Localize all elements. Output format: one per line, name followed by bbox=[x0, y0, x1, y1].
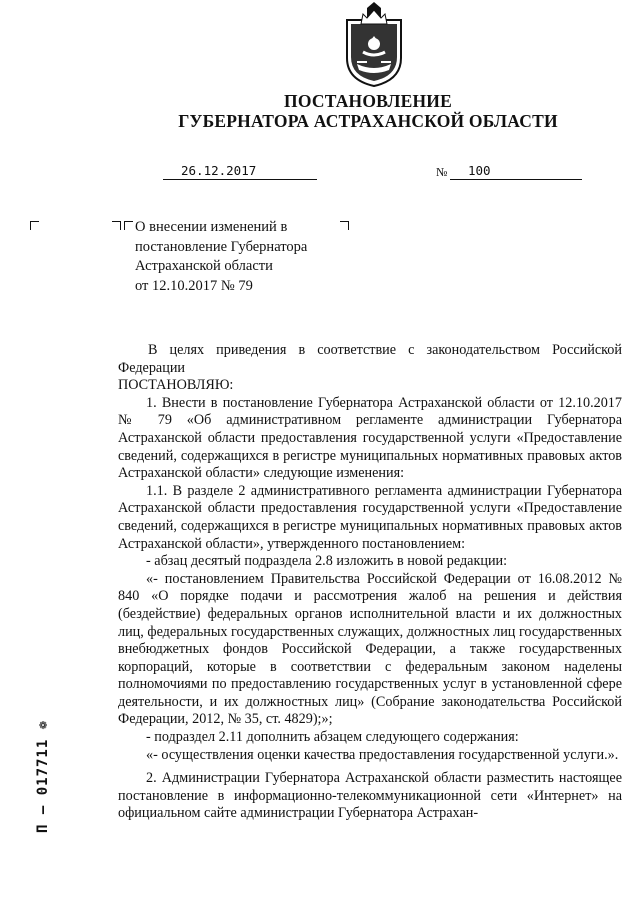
quote-paragraph: «- постановлением Правительства Российской Федерации от 16.08.2012 № 840 «О порядке подачи и рассмотрения жалоб на решения и действия (бездействие) федеральных органов исполнительной власти и их должностных лиц, федеральных государственных служащих, должностных лиц государственных внебюджетных фондов Российской Федерации, а также государственных корпораций, которые в соответствии с федеральным законом наделены полномочиями по предоставлению государственных услуг в установленной сфере деятельности, и их должностных лиц» (Собрание законодательства Российской Федерации, 2012, № 35, ст. 4829);»; bbox=[118, 570, 622, 728]
list-item: - абзац десятый подраздела 2.8 изложить в новой редакции: bbox=[146, 553, 508, 570]
paragraph-2: 2. Администрации Губернатора Астраханской области разместить настоящее постановление в информационно-телекоммуникационной сети «Интернет» на официальном сайте администрации Губернатора Астрахан- bbox=[118, 770, 622, 822]
list-item: - подраздел 2.11 дополнить абзацем следующего содержания: bbox=[146, 729, 519, 746]
subject-line: постановление Губернатора bbox=[135, 238, 308, 255]
document-number: 100 bbox=[450, 163, 582, 180]
intro-paragraph: В целях приведения в соответствие с законодательством Российской Федерации bbox=[118, 342, 622, 376]
decree-word: ПОСТАНОВЛЯЮ: bbox=[118, 377, 234, 394]
paragraph-1: 1. Внести в постановление Губернатора Астраханской области от 12.10.2017 № 79 «Об административном регламенте администрации Губернатора Астраханской области предоставления государственной услуги «Предоставление сведений, содержащихся в регистре муниципальных нормативных правовых актов Астраханской области» следующие изменения: bbox=[118, 394, 622, 482]
subject-line: О внесении изменений в bbox=[135, 219, 288, 235]
number-sign: № bbox=[436, 165, 448, 179]
serial-number: П – 017711 ❁ bbox=[35, 719, 51, 833]
document-issuer: ГУБЕРНАТОРА АСТРАХАНСКОЙ ОБЛАСТИ bbox=[178, 111, 558, 131]
document-date: 26.12.2017 bbox=[163, 163, 317, 180]
document-subject bbox=[135, 218, 350, 296]
paragraph-1-1: 1.1. В разделе 2 административного регламента администрации Губернатора Астраханской области предоставления государственной услуги «Предоставление сведений, содержащихся в регистре муниципальных нормативных правовых актов Астраханской области», утвержденного постановлением: bbox=[118, 482, 622, 552]
document-body bbox=[118, 342, 622, 823]
subject-line: Астраханской области bbox=[135, 258, 273, 274]
subject-line: от 12.10.2017 № 79 bbox=[135, 277, 253, 294]
corner-mark bbox=[124, 221, 133, 230]
corner-mark bbox=[112, 221, 121, 230]
corner-mark bbox=[30, 221, 39, 230]
serial-stamp bbox=[18, 650, 62, 850]
quote-paragraph: «- осуществления оценки качества предоставления государственной услуги.». bbox=[146, 746, 619, 763]
coat-of-arms-emblem bbox=[343, 0, 405, 88]
document-title: ПОСТАНОВЛЕНИЕ bbox=[284, 91, 452, 111]
